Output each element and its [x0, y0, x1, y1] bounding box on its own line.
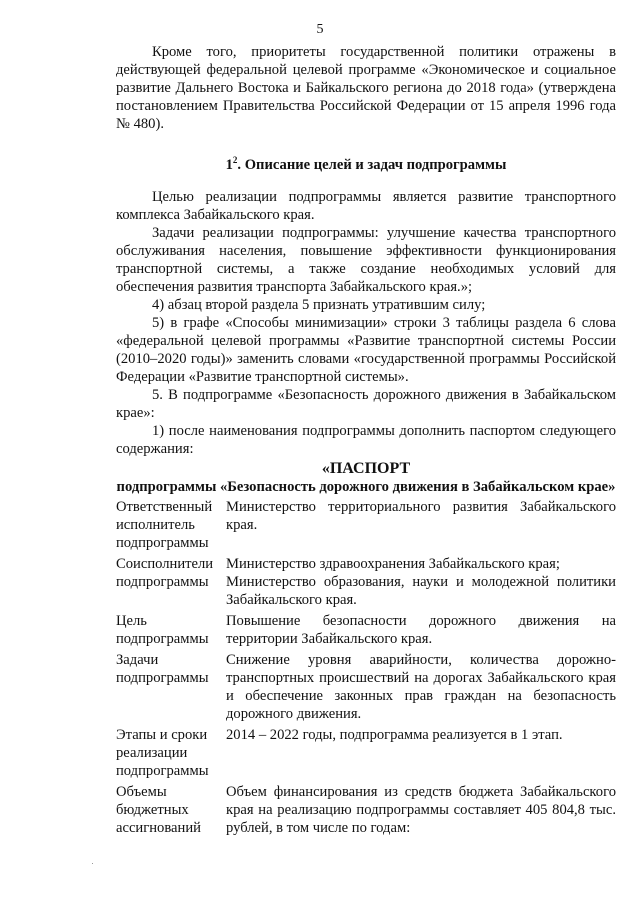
passport-title-text: ПАСПОРТ: [329, 460, 411, 477]
row-label: Задачи подпрограммы: [116, 652, 209, 686]
table-row: [116, 726, 616, 783]
heading-text: . Описание целей и задач подпрограммы: [237, 157, 507, 173]
row-value-line: Объем финансирования из средств бюджета Забайкальского края на реализацию подпрограммы составляет 405 804,8 тыс. рублей, в том числе по годам:: [226, 784, 616, 836]
row-label: Соисполнители подпрограммы: [116, 556, 214, 590]
passport-title: [116, 460, 616, 478]
document-body: [116, 43, 616, 840]
row-value-line: Министерство здравоохранения Забайкальского края;: [226, 556, 560, 572]
row-label: Этапы и сроки реализации подпрограммы: [116, 727, 209, 779]
row-value-line: Повышение безопасности дорожного движения на территории Забайкальского края.: [226, 613, 616, 647]
table-row: [116, 612, 616, 651]
row-value: [226, 726, 616, 783]
section-heading: [116, 151, 616, 174]
row-value-line: Министерство образования, науки и молодежной политики Забайкальского края.: [226, 574, 616, 608]
row-value-line: 2014 – 2022 годы, подпрограмма реализуется в 1 этап.: [226, 727, 563, 743]
row-label: Цель подпрограммы: [116, 613, 209, 647]
row-value: [226, 612, 616, 651]
heading-number: 1: [225, 157, 233, 173]
table-row: [116, 498, 616, 555]
paragraph-tasks: Задачи реализации подпрограммы: улучшение качества транспортного обслуживания населения, повышение эффективности функционирования транспортной системы, а также создание необходимых условий для обеспечения развития транспорта Забайкальского края.»;: [116, 225, 616, 295]
row-value: [226, 555, 616, 612]
page-number: 5: [316, 22, 324, 37]
table-row: [116, 651, 616, 726]
paragraph-point-5: 5. В подпрограмме «Безопасность дорожного движения в Забайкальском крае»:: [116, 387, 616, 421]
row-value: [226, 651, 616, 726]
passport-subtitle: подпрограммы «Безопасность дорожного движения в Забайкальском крае»: [116, 479, 616, 495]
row-label: Объемы бюджетных ассигнований: [116, 784, 201, 836]
paragraph-point-1: 1) после наименования подпрограммы дополнить паспортом следующего содержания:: [116, 423, 616, 457]
paragraph-priorities: Кроме того, приоритеты государственной политики отражены в действующей федеральной целевой программе «Экономическое и социальное развитие Дальнего Востока и Байкальского региона до 2018 года» (утверждена постановлением Правительства Российской Федерации от 15 апреля 1996 года № 480).: [116, 44, 616, 132]
paragraph-goal: Целью реализации подпрограммы является развитие транспортного комплекса Забайкальского края.: [116, 189, 616, 223]
table-row: [116, 783, 616, 840]
passport-table: [116, 498, 616, 840]
row-value: [226, 498, 616, 555]
row-value: [226, 783, 616, 840]
row-value-line: Министерство территориального развития Забайкальского края.: [226, 499, 616, 533]
heading-superscript: 2: [232, 155, 238, 165]
passport-title-quote: «: [321, 460, 330, 477]
paragraph-item-4: 4) абзац второй раздела 5 признать утратившим силу;: [152, 297, 486, 313]
row-label: Ответственный исполнитель подпрограммы: [116, 499, 213, 551]
row-value-line: Снижение уровня аварийности, количества дорожно-транспортных происшествий на дорогах Забайкальского края и обеспечение законных прав граждан на безопасность дорожного движения.: [226, 652, 616, 722]
scan-speck: [92, 863, 93, 864]
table-row: [116, 555, 616, 612]
paragraph-item-5: 5) в графе «Способы минимизации» строки 3 таблицы раздела 6 слова «федеральной целевой программы «Развитие транспортной системы России (2010–2020 годы)» заменить словами «государственной программы Российской Федерации «Развитие транспортной системы».: [116, 315, 616, 385]
